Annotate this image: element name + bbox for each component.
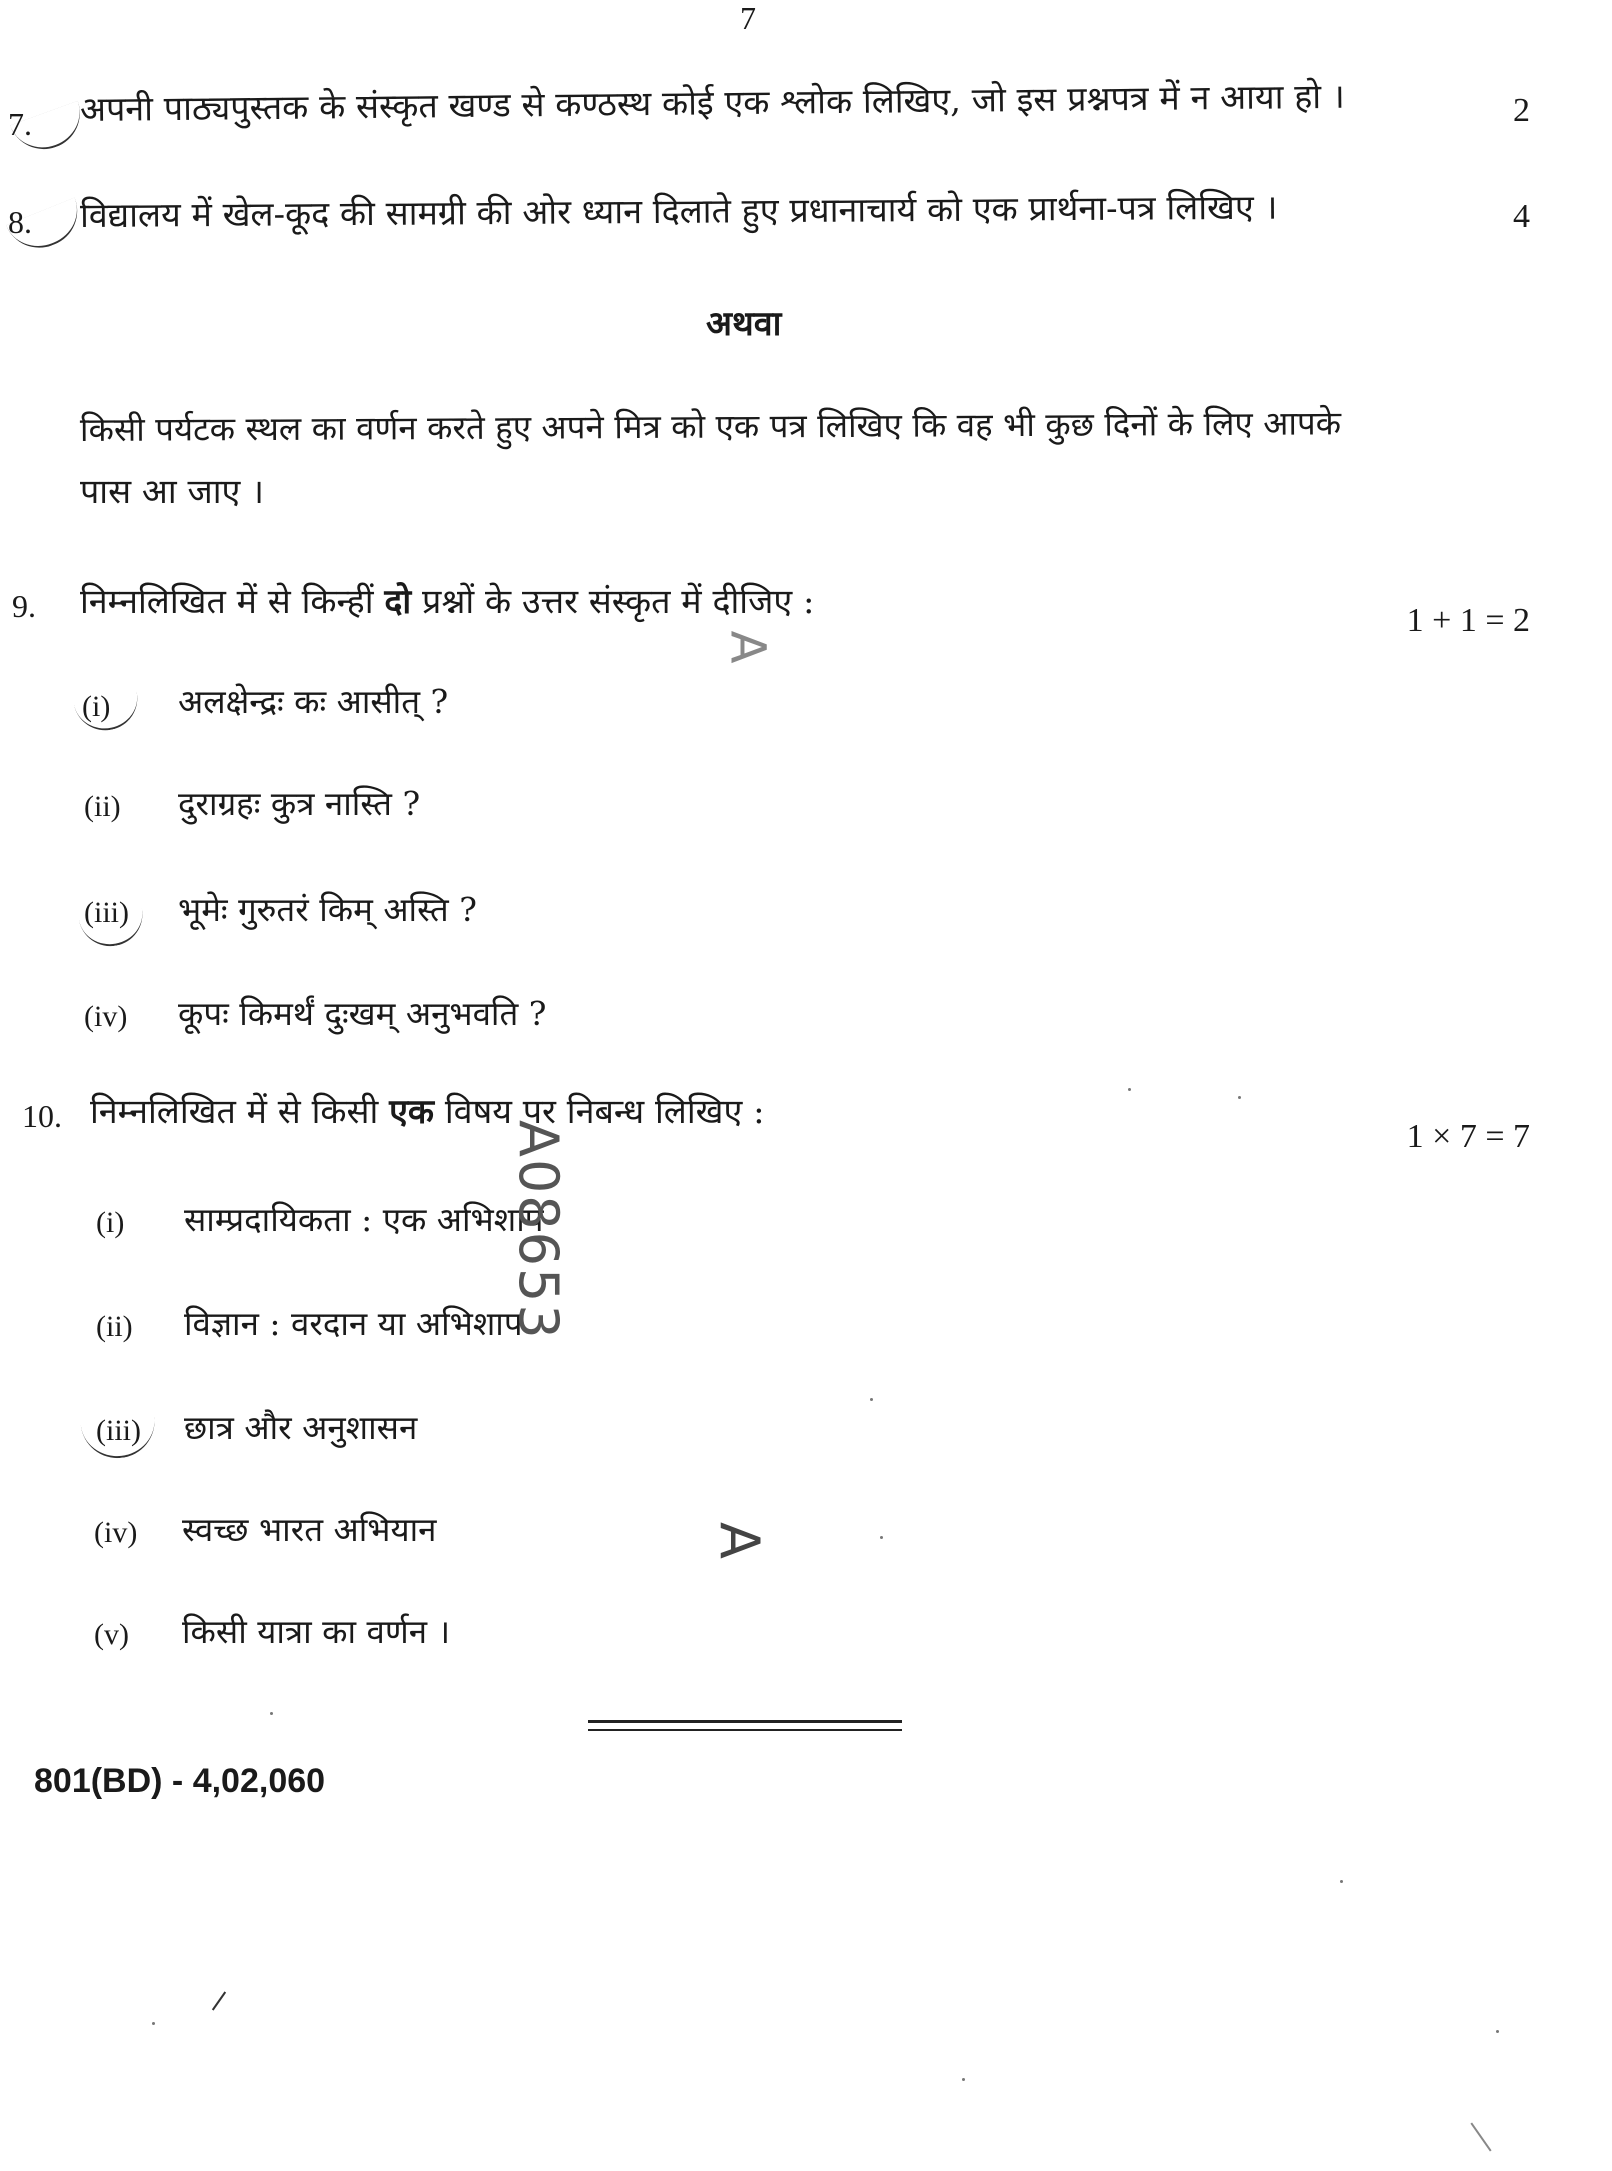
stamp-letter: A bbox=[707, 1522, 771, 1561]
or-label: अथवा bbox=[706, 304, 782, 344]
question-9-option-text: दुराग्रहः कुत्र नास्ति ? bbox=[178, 784, 421, 823]
question-10-text bbox=[90, 1090, 765, 1134]
question-10-option-text: विज्ञान : वरदान या अभिशाप bbox=[184, 1304, 523, 1343]
question-7-marks: 2 bbox=[1513, 92, 1530, 129]
footer-code: 801(BD) - 4,02,060 bbox=[34, 1762, 326, 1800]
pen-mark bbox=[80, 1408, 158, 1461]
question-9-text bbox=[80, 580, 814, 624]
serial-stamp: A08653 bbox=[507, 1120, 570, 1341]
question-8-alternative-line-2: पास आ जाए । bbox=[80, 472, 264, 512]
scan-mark bbox=[1470, 2123, 1491, 2152]
end-rule-top bbox=[588, 1720, 902, 1723]
question-10-option-label: (ii) bbox=[96, 1310, 133, 1343]
end-rule-bottom bbox=[588, 1729, 902, 1731]
question-7-number: 7. bbox=[8, 106, 32, 142]
scan-speck bbox=[1340, 1880, 1343, 1883]
scan-speck bbox=[270, 1712, 273, 1715]
question-7-text: अपनी पाठ्यपुस्तक के संस्कृत खण्ड से कण्ठस्थ कोई एक श्लोक लिखिए, जो इस प्रश्नपत्र में न आया हो । bbox=[79, 76, 1346, 130]
question-10-option-label: (iv) bbox=[94, 1516, 138, 1549]
question-9-option-label: (iv) bbox=[84, 1000, 128, 1033]
question-8-text: विद्यालय में खेल-कूद की सामग्री की ओर ध्यान दिलाते हुए प्रधानाचार्य को एक प्रार्थना-पत्र लिखिए । bbox=[79, 187, 1278, 236]
question-10-option-text: किसी यात्रा का वर्णन । bbox=[182, 1612, 451, 1651]
question-10-text-pre: निम्नलिखित में से किसी bbox=[90, 1092, 390, 1132]
question-9-text-bold: दो bbox=[384, 582, 412, 622]
question-10-number: 10. bbox=[22, 1098, 62, 1134]
pen-stroke bbox=[212, 1991, 226, 2010]
question-9-option-text: कूपः किमर्थं दुःखम् अनुभवति ? bbox=[178, 994, 547, 1033]
question-9-option-label: (ii) bbox=[84, 790, 121, 823]
question-8-marks: 4 bbox=[1513, 198, 1530, 235]
scan-speck bbox=[880, 1536, 883, 1539]
question-10-option-label: (i) bbox=[96, 1206, 125, 1239]
pen-mark bbox=[76, 895, 147, 951]
scan-speck bbox=[962, 2078, 965, 2081]
question-8-number: 8. bbox=[8, 204, 32, 240]
question-9-number: 9. bbox=[12, 588, 36, 624]
question-9-text-post: प्रश्नों के उत्तर संस्कृत में दीजिए : bbox=[411, 582, 815, 622]
question-10-option-text: छात्र और अनुशासन bbox=[184, 1408, 418, 1447]
scan-speck bbox=[1496, 2030, 1499, 2033]
question-9-marks: 1 + 1 = 2 bbox=[1406, 602, 1530, 639]
question-10-option-label: (iii) bbox=[96, 1414, 141, 1447]
question-9-option-text: अलक्षेन्द्रः कः आसीत् ? bbox=[178, 682, 449, 721]
question-10-option-text: साम्प्रदायिकता : एक अभिशाप bbox=[184, 1200, 544, 1239]
question-10-text-bold: एक bbox=[389, 1092, 435, 1132]
question-9-option-text: भूमेः गुरुतरं किम् अस्ति ? bbox=[178, 890, 477, 929]
scan-speck bbox=[1128, 1088, 1131, 1091]
scan-speck bbox=[152, 2022, 155, 2025]
question-10-text-post: विषय पर निबन्ध लिखिए : bbox=[434, 1092, 765, 1132]
scan-speck bbox=[870, 1398, 873, 1401]
question-9-text-pre: निम्नलिखित में से किन्हीं bbox=[80, 582, 385, 622]
scan-speck bbox=[1238, 1096, 1241, 1099]
page-number: 7 bbox=[740, 0, 756, 36]
question-8-alternative-line-1: किसी पर्यटक स्थल का वर्णन करते हुए अपने मित्र को एक पत्र लिखिए कि वह भी कुछ दिनों के लिए आपके bbox=[79, 403, 1342, 449]
question-9-option-label: (i) bbox=[82, 690, 111, 723]
stamp-letter: A bbox=[719, 630, 776, 666]
question-9-option-label: (iii) bbox=[84, 896, 129, 929]
question-10-option-label: (v) bbox=[94, 1618, 129, 1651]
question-10-marks: 1 × 7 = 7 bbox=[1406, 1118, 1530, 1155]
question-10-option-text: स्वच्छ भारत अभियान bbox=[182, 1510, 437, 1549]
